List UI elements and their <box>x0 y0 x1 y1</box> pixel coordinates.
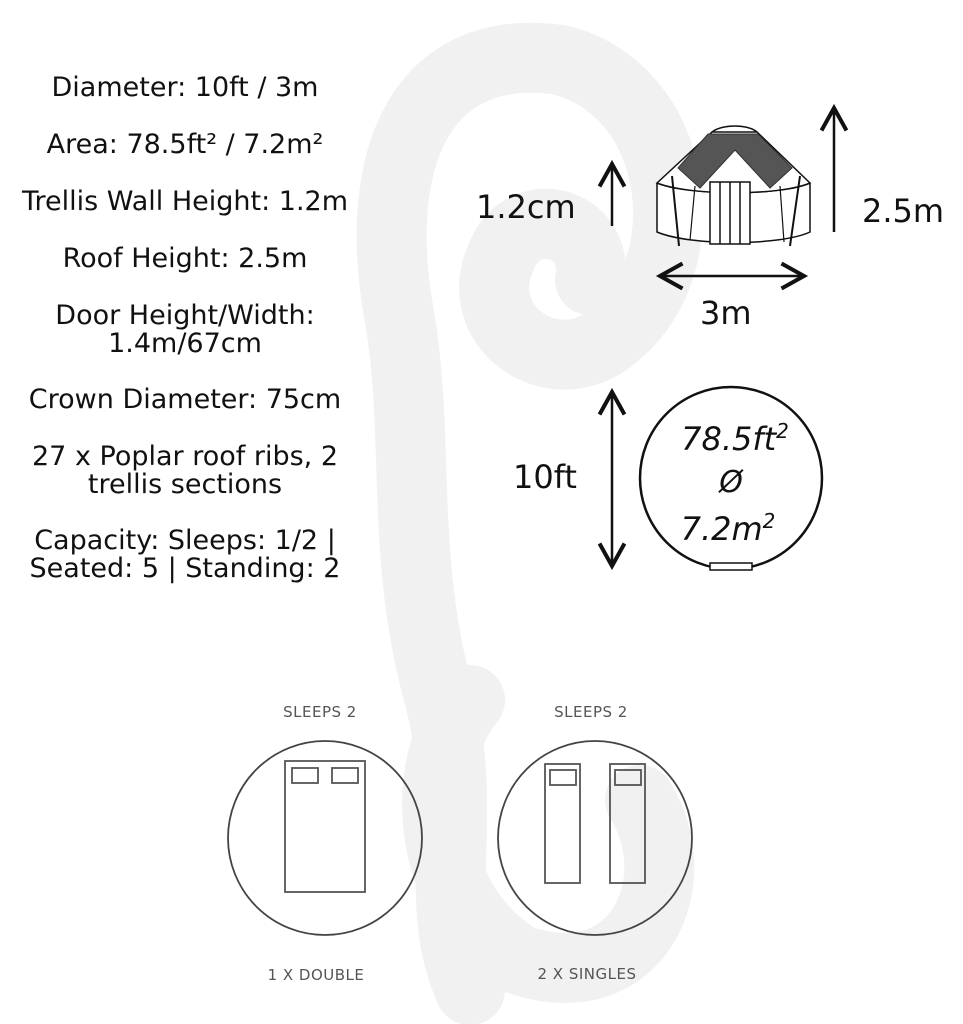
spec-trellis-height: Trellis Wall Height: 1.2m <box>21 186 349 217</box>
spec-area: Area: 78.5ft² / 7.2m² <box>46 129 324 160</box>
layout-double <box>228 703 422 984</box>
plan-diameter-symbol: Ø <box>719 465 743 500</box>
layout-singles-circle <box>498 741 692 935</box>
plan-area-ft-value: 78.5ft <box>681 420 777 458</box>
spec-door-text: Door Height/Width: 1.4m/67cm <box>55 300 315 359</box>
double-bed <box>285 761 365 892</box>
spec-capacity <box>0 527 370 583</box>
spec-crown: Crown Diameter: 75cm <box>28 384 342 415</box>
plan-area-m-sup: 2 <box>762 509 776 533</box>
single-bed-left <box>545 764 580 883</box>
plan-area-ft <box>681 419 789 458</box>
yurt-elevation <box>476 108 944 332</box>
yurt-plan <box>513 387 822 570</box>
diameter-label: 10ft <box>513 458 577 496</box>
spec-capacity-text: Capacity: Sleeps: 1/2 | Seated: 5 | Standing: 2 <box>29 525 341 584</box>
spec-roof-height: Roof Height: 2.5m <box>62 243 308 274</box>
wall-height-label: 1.2cm <box>476 188 576 226</box>
layout-singles-caption: 2 X SINGLES <box>537 965 637 983</box>
yurt-elevation-drawing <box>657 126 810 246</box>
layout-singles <box>498 703 692 983</box>
plan-area-m <box>681 509 776 548</box>
roof-height-label: 2.5m <box>862 192 945 230</box>
spec-diameter: Diameter: 10ft / 3m <box>51 72 319 103</box>
width-label: 3m <box>700 294 752 332</box>
layout-double-caption: 1 X DOUBLE <box>267 966 365 984</box>
single-bed-right <box>610 764 645 883</box>
plan-door <box>710 563 752 570</box>
spec-door <box>0 302 370 358</box>
plan-area-ft-sup: 2 <box>776 419 789 443</box>
spec-ribs-text: 27 x Poplar roof ribs, 2 trellis sections <box>32 441 338 500</box>
layout-singles-title: SLEEPS 2 <box>554 703 628 721</box>
spec-list <box>0 74 370 611</box>
spec-ribs <box>0 443 370 499</box>
layout-double-circle <box>228 741 422 935</box>
plan-area-m-value: 7.2m <box>680 510 763 548</box>
layout-double-title: SLEEPS 2 <box>283 703 357 721</box>
